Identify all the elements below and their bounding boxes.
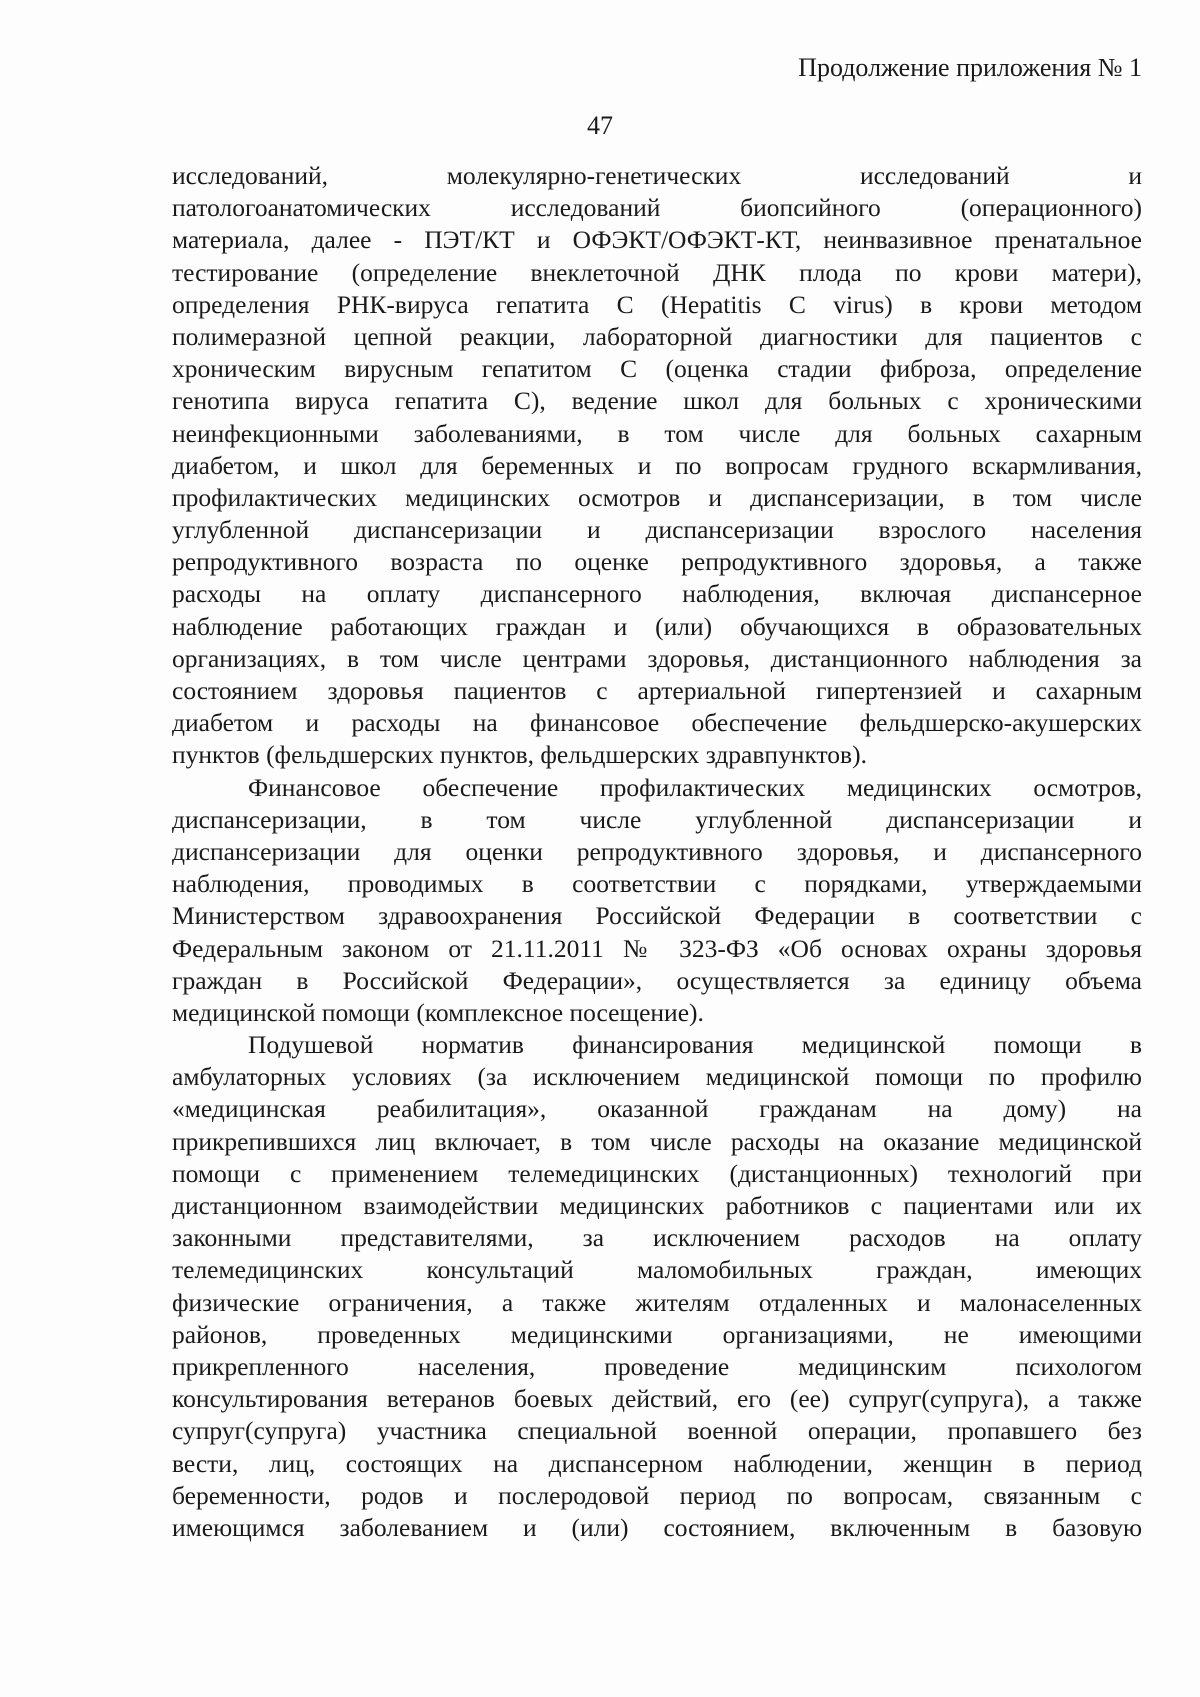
text-line: вести, лиц, состоящих на диспансерном наблюдении, женщин в период [172, 1448, 1142, 1478]
text-line: генотипа вируса гепатита С), ведение школ для больных с хроническими [172, 386, 1142, 416]
text-line: хроническим вирусным гепатитом С (оценка стадии фиброза, определение [172, 354, 1142, 384]
text-line: амбулаторных условиях (за исключением медицинской помощи по профилю [172, 1062, 1142, 1092]
text-line: полимеразной цепной реакции, лабораторной диагностики для пациентов с [172, 321, 1142, 351]
text-line: неинфекционными заболеваниями, в том числе для больных сахарным [172, 418, 1142, 448]
text-line: тестирование (определение внеклеточной ДНК плода по крови матери), [172, 257, 1142, 287]
text-line: районов, проведенных медицинскими организациями, не имеющими [172, 1319, 1142, 1349]
text-line: диабетом, и школ для беременных и по вопросам грудного вскармливания, [172, 450, 1142, 480]
text-line: расходы на оплату диспансерного наблюдения, включая диспансерное [172, 579, 1142, 609]
appendix-continuation-note: Продолжение приложения № 1 [798, 53, 1142, 82]
text-line: «медицинская реабилитация», оказанной гражданам на дому) на [172, 1094, 1142, 1124]
text-line: исследований, молекулярно-генетических исследований и [172, 161, 1142, 190]
text-line: граждан в Российской Федерации», осуществляется за единицу объема [172, 965, 1142, 995]
page-number: 47 [587, 111, 613, 140]
text-line: медицинской помощи (комплексное посещение). [172, 997, 704, 1027]
text-line: профилактических медицинских осмотров и диспансеризации, в том числе [172, 482, 1142, 512]
text-line: Федеральным законом от 21.11.2011 № 323-ФЗ «Об основах охраны здоровья [172, 933, 1142, 963]
text-line: имеющимся заболеванием и (или) состоянием, включенным в базовую [172, 1512, 1142, 1542]
text-line: телемедицинских консультаций маломобильных граждан, имеющих [172, 1255, 1142, 1285]
text-line: организациях, в том числе центрами здоровья, дистанционного наблюдения за [172, 643, 1142, 673]
text-line: прикрепившихся лиц включает, в том числе расходы на оказание медицинской [172, 1126, 1142, 1156]
text-line: законными представителями, за исключением расходов на оплату [172, 1223, 1142, 1253]
paragraph-first-line: Финансовое обеспечение профилактических медицинских осмотров, [248, 772, 1142, 802]
text-line: наблюдение работающих граждан и (или) обучающихся в образовательных [172, 611, 1142, 641]
text-line: определения РНК-вируса гепатита С (Hepatitis C virus) в крови методом [172, 289, 1142, 319]
text-line: супруг(супруга) участника специальной военной операции, пропавшего без [172, 1416, 1142, 1446]
paragraph-first-line: Подушевой норматив финансирования медицинской помощи в [248, 1030, 1142, 1060]
text-line: диспансеризации, в том числе углубленной диспансеризации и [172, 804, 1142, 834]
text-line: углубленной диспансеризации и диспансеризации взрослого населения [172, 515, 1142, 545]
text-line: состоянием здоровья пациентов с артериальной гипертензией и сахарным [172, 676, 1142, 705]
text-line: консультирования ветеранов боевых действий, его (ее) супруг(супруга), а также [172, 1384, 1142, 1414]
text-line: репродуктивного возраста по оценке репродуктивного здоровья, а также [172, 547, 1142, 577]
text-line: материала, далее - ПЭТ/КТ и ОФЭКТ/ОФЭКТ-КТ, неинвазивное пренатальное [172, 225, 1142, 255]
text-line: патологоанатомических исследований биопсийного (операционного) [172, 193, 1142, 223]
text-line: наблюдения, проводимых в соответствии с порядками, утверждаемыми [172, 869, 1142, 899]
text-line: физические ограничения, а также жителям отдаленных и малонаселенных [172, 1287, 1142, 1317]
text-line: прикрепленного населения, проведение медицинским психологом [172, 1351, 1142, 1381]
text-line: беременности, родов и послеродовой период по вопросам, связанным с [172, 1480, 1142, 1510]
text-line: диабетом и расходы на финансовое обеспечение фельдшерско-акушерских [172, 708, 1142, 738]
text-line: Министерством здравоохранения Российской Федерации в соответствии с [172, 901, 1142, 931]
text-line: дистанционном взаимодействии медицинских работников с пациентами или их [172, 1191, 1142, 1220]
text-line: помощи с применением телемедицинских (дистанционных) технологий при [172, 1158, 1142, 1188]
text-line: диспансеризации для оценки репродуктивного здоровья, и диспансерного [172, 836, 1142, 866]
text-line: пунктов (фельдшерских пунктов, фельдшерских здравпунктов). [172, 740, 867, 770]
document-body [172, 160, 1142, 1544]
